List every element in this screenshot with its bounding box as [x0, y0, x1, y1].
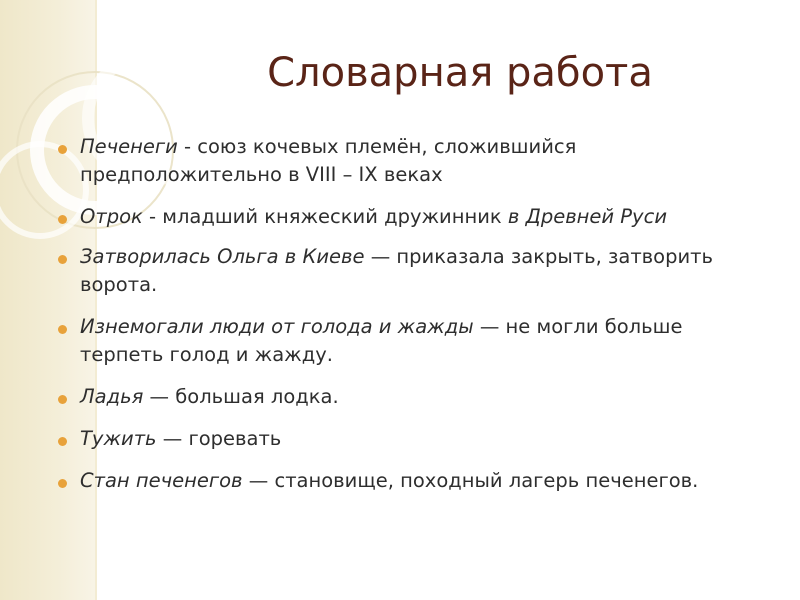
vocab-term: Печенеги	[80, 135, 178, 158]
list-item	[58, 133, 738, 189]
vocab-separator: —	[242, 469, 275, 492]
vocab-separator: -	[142, 205, 163, 228]
vocab-definition: становище, походный лагерь печенегов.	[274, 469, 699, 492]
vocab-definition: младший княжеский дружинник	[162, 205, 508, 228]
bullet-icon	[58, 479, 67, 488]
bullet-icon	[58, 145, 67, 154]
bullet-icon	[58, 255, 67, 264]
vocab-separator: —	[143, 385, 176, 408]
vocab-separator: —	[473, 315, 506, 338]
vocab-separator: —	[364, 245, 397, 268]
vocab-term: Ладья	[80, 385, 144, 408]
list-item	[58, 383, 738, 411]
vocab-separator: —	[156, 427, 189, 450]
list-item	[58, 243, 738, 299]
vocab-definition: горевать	[188, 427, 282, 450]
vocab-term-suffix: в Древней Руси	[507, 205, 667, 228]
bullet-icon	[58, 215, 67, 224]
list-item	[58, 425, 738, 453]
vocab-definition: союз кочевых племён, сложившийся предположительно в VIII – IX веках	[80, 135, 577, 186]
slide-title: Словарная работа	[267, 50, 653, 96]
bullet-icon	[58, 437, 67, 446]
list-item	[58, 467, 738, 495]
vocab-definition: не могли больше терпеть голод и жажду.	[80, 315, 683, 366]
bullet-icon	[58, 325, 67, 334]
bullet-icon	[58, 395, 67, 404]
list-item	[58, 203, 738, 231]
vocabulary-list	[58, 133, 738, 509]
vocab-term: Изнемогали люди от голода и жажды	[80, 315, 474, 338]
list-item	[58, 313, 738, 369]
vocab-term: Тужить	[80, 427, 157, 450]
vocab-definition: приказала закрыть, затворить ворота.	[80, 245, 714, 296]
vocab-definition: большая лодка.	[175, 385, 339, 408]
vocab-term: Стан печенегов	[80, 469, 243, 492]
vocab-term: Отрок	[80, 205, 143, 228]
vocab-separator: -	[177, 135, 198, 158]
vocab-term: Затворилась Ольга в Киеве	[80, 245, 365, 268]
